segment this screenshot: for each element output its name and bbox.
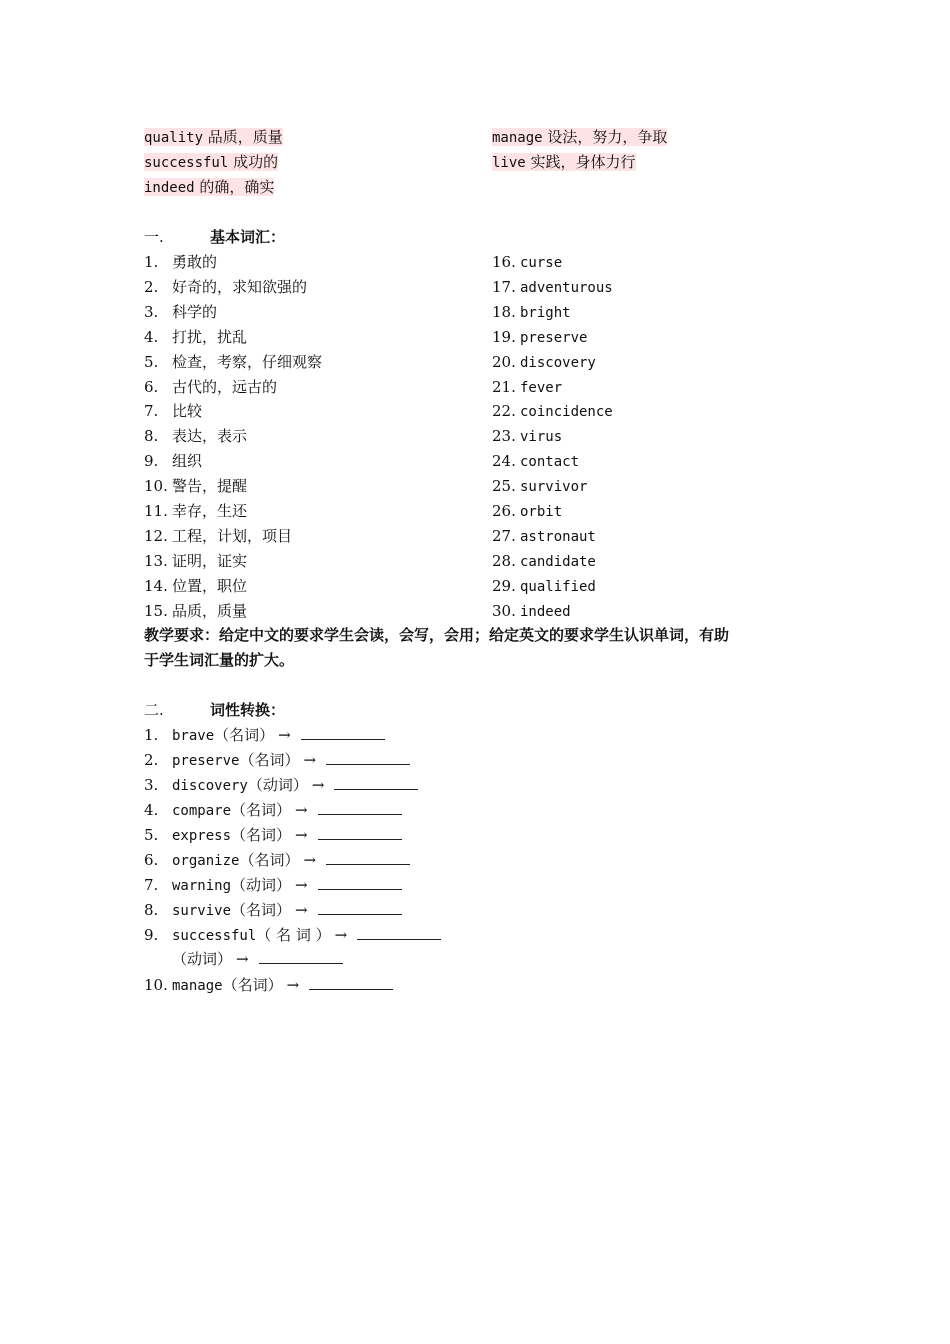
item-part-of-speech: （ 名 词 ） (256, 926, 331, 944)
arrow-icon: → (295, 876, 308, 894)
vocab-number: 6. (144, 377, 159, 396)
vocab-number: 1. (144, 253, 159, 271)
item-number: 6. (144, 851, 159, 869)
vocab-number: 19. (492, 327, 516, 346)
vocab-number: 5. (144, 352, 159, 371)
note-meaning: 实践，身体力行 (530, 153, 636, 171)
vocab-item (144, 252, 217, 272)
item-number: 8. (144, 901, 159, 919)
vocab-word: fever (520, 379, 563, 396)
vocab-word: qualified (520, 578, 596, 595)
arrow-icon: → (303, 751, 317, 769)
item-part-of-speech: （名词） (231, 901, 292, 919)
vocab-number: 10. (144, 477, 168, 496)
vocab-number: 23. (492, 427, 516, 446)
vocab-number: 27. (492, 526, 516, 545)
word-form-item (144, 825, 402, 846)
vocab-item (492, 551, 596, 572)
vocab-word: virus (520, 429, 563, 446)
vocab-item (492, 377, 562, 398)
section1-heading (144, 227, 285, 247)
item-word: brave (172, 728, 215, 744)
vocab-item (144, 601, 247, 621)
vocab-number: 8. (144, 427, 159, 446)
item-number: 9. (144, 926, 159, 944)
item-part-of-speech: （动词） (231, 876, 292, 894)
vocab-meaning: 组织 (172, 452, 203, 471)
vocab-word: astronaut (520, 528, 596, 545)
vocab-number: 3. (144, 302, 159, 321)
arrow-icon: → (311, 776, 325, 794)
vocab-item (144, 476, 247, 496)
answer-blank[interactable] (318, 875, 402, 890)
note-indeed (144, 177, 274, 198)
vocab-item (144, 501, 247, 521)
word-form-item (144, 725, 385, 746)
vocab-item (492, 426, 562, 447)
item-part-of-speech: （名词） (231, 801, 292, 819)
vocab-number: 24. (492, 452, 516, 471)
note-word: manage (492, 130, 543, 146)
vocab-number: 17. (492, 277, 516, 296)
note-live (492, 152, 636, 173)
vocab-item (492, 252, 562, 273)
vocab-item (144, 551, 247, 571)
answer-blank[interactable] (357, 925, 441, 940)
vocab-number: 7. (144, 402, 159, 421)
vocab-meaning: 幸存，生还 (172, 502, 248, 520)
arrow-icon: → (295, 901, 308, 919)
vocab-item (492, 576, 596, 597)
vocab-number: 29. (492, 576, 516, 595)
vocab-word: orbit (520, 504, 563, 520)
item-part-of-speech: （动词） (172, 950, 233, 968)
vocab-meaning: 勇敢的 (172, 253, 218, 271)
vocab-number: 22. (492, 402, 516, 421)
vocab-item (144, 352, 322, 372)
vocab-item (144, 526, 292, 546)
vocab-meaning: 品质，质量 (172, 601, 248, 620)
vocab-word: adventurous (520, 279, 613, 296)
word-form-item (144, 925, 441, 946)
vocab-item (492, 501, 562, 522)
answer-blank[interactable] (318, 900, 402, 915)
vocab-number: 28. (492, 551, 516, 570)
arrow-icon: → (286, 976, 300, 994)
note-meaning: 的确，确实 (199, 178, 275, 196)
section2-heading (144, 700, 285, 720)
answer-blank[interactable] (326, 850, 410, 865)
word-form-item (144, 750, 410, 771)
vocab-number: 11. (144, 502, 168, 520)
note-meaning: 成功的 (233, 153, 279, 171)
item-part-of-speech: （名词） (222, 976, 283, 994)
answer-blank[interactable] (309, 975, 393, 990)
answer-blank[interactable] (301, 725, 385, 740)
vocab-word: curse (520, 255, 563, 271)
word-form-item (144, 900, 402, 921)
item-number: 3. (144, 776, 159, 794)
vocab-item (144, 377, 277, 397)
vocab-item (492, 601, 571, 622)
vocab-item (492, 526, 596, 547)
vocab-item (144, 302, 217, 322)
vocab-item (144, 426, 247, 446)
vocab-meaning: 比较 (172, 402, 203, 421)
vocab-meaning: 表达，表示 (172, 427, 248, 446)
item-word: successful (172, 928, 257, 944)
note-word: quality (144, 130, 204, 146)
vocab-meaning: 工程，计划，项目 (172, 526, 293, 545)
item-part-of-speech: （名词） (231, 826, 292, 844)
vocab-item (492, 352, 596, 373)
item-number: 4. (144, 801, 159, 819)
item-word: compare (172, 803, 232, 819)
section2-number: 二. (144, 701, 164, 719)
vocab-item (492, 451, 579, 472)
item-number: 7. (144, 876, 159, 894)
vocab-item (492, 277, 613, 298)
note-meaning: 品质，质量 (207, 128, 283, 146)
arrow-icon: → (278, 726, 291, 744)
note-word: live (492, 155, 526, 171)
vocab-number: 15. (144, 601, 168, 620)
answer-blank[interactable] (318, 825, 402, 840)
item-part-of-speech: （名词） (239, 751, 300, 769)
vocab-number: 13. (144, 551, 168, 570)
note-word: indeed (144, 180, 195, 196)
vocab-meaning: 检查，考察，仔细观察 (172, 352, 323, 371)
item-word: manage (172, 978, 223, 994)
word-form-item (144, 875, 402, 896)
item-number: 1. (144, 726, 159, 744)
section2-title: 词性转换： (210, 701, 286, 719)
vocab-word: indeed (520, 603, 571, 620)
word-form-item (144, 850, 410, 871)
vocab-word: coincidence (520, 404, 613, 421)
arrow-icon: → (303, 851, 317, 869)
vocab-item (144, 401, 202, 421)
vocab-number: 20. (492, 352, 516, 371)
item-word: express (172, 828, 232, 844)
vocab-item (492, 476, 587, 497)
item-number: 10. (144, 976, 168, 994)
teaching-requirement-line1: 教学要求：给定中文的要求学生会读，会写，会用；给定英文的要求学生认识单词，有助 (144, 626, 730, 644)
word-form-item (144, 800, 402, 821)
vocab-number: 4. (144, 327, 159, 346)
vocab-item (492, 401, 613, 422)
vocab-number: 12. (144, 526, 168, 545)
vocab-number: 25. (492, 477, 516, 496)
vocab-meaning: 警告，提醒 (172, 477, 248, 496)
vocab-number: 9. (144, 452, 159, 471)
vocab-word: preserve (520, 329, 588, 346)
vocab-word: discovery (520, 354, 596, 371)
note-meaning: 设法，努力，争取 (547, 128, 668, 146)
item-number: 2. (144, 751, 159, 769)
vocab-number: 26. (492, 502, 516, 520)
vocab-number: 14. (144, 576, 168, 595)
vocab-item (144, 277, 307, 297)
item-word: warning (172, 878, 232, 894)
vocab-item (492, 327, 587, 348)
note-word: successful (144, 155, 229, 171)
word-form-item-continuation (172, 949, 343, 969)
answer-blank[interactable] (326, 750, 410, 765)
section1-title: 基本词汇： (210, 228, 286, 246)
vocab-item (144, 451, 202, 471)
word-form-item (144, 775, 418, 796)
arrow-icon: → (236, 950, 249, 968)
item-word: survive (172, 903, 232, 919)
vocab-number: 30. (492, 601, 516, 620)
vocab-meaning: 证明，证实 (172, 551, 248, 570)
arrow-icon: → (334, 926, 348, 944)
item-part-of-speech: （名词） (239, 851, 300, 869)
item-word: preserve (172, 753, 240, 769)
answer-blank[interactable] (334, 775, 418, 790)
item-part-of-speech: （名词） (214, 726, 275, 744)
item-word: discovery (172, 778, 248, 794)
vocab-meaning: 位置，职位 (172, 576, 248, 595)
vocab-word: survivor (520, 479, 588, 496)
note-quality (144, 127, 283, 148)
vocab-word: contact (520, 454, 580, 471)
vocab-number: 21. (492, 377, 516, 396)
vocab-meaning: 好奇的，求知欲强的 (172, 277, 308, 296)
vocab-number: 2. (144, 277, 159, 296)
arrow-icon: → (295, 801, 308, 819)
answer-blank[interactable] (318, 800, 402, 815)
vocab-word: bright (520, 304, 571, 321)
note-successful (144, 152, 278, 173)
vocab-number: 16. (492, 253, 516, 271)
vocab-item (144, 327, 247, 347)
teaching-requirement-line2: 于学生词汇量的扩大。 (144, 651, 295, 669)
word-form-item (144, 975, 393, 996)
item-number: 5. (144, 826, 159, 844)
note-manage (492, 127, 667, 148)
item-part-of-speech: （动词） (247, 776, 308, 794)
vocab-word: candidate (520, 553, 596, 570)
vocab-item (492, 302, 571, 323)
item-word: organize (172, 853, 240, 869)
vocab-meaning: 古代的，远古的 (172, 377, 278, 396)
vocab-meaning: 科学的 (172, 302, 218, 321)
vocab-number: 18. (492, 302, 516, 321)
section1-number: 一. (144, 228, 164, 246)
answer-blank[interactable] (259, 949, 343, 964)
vocab-item (144, 576, 247, 596)
vocab-meaning: 打扰，扰乱 (172, 327, 248, 346)
arrow-icon: → (295, 826, 308, 844)
